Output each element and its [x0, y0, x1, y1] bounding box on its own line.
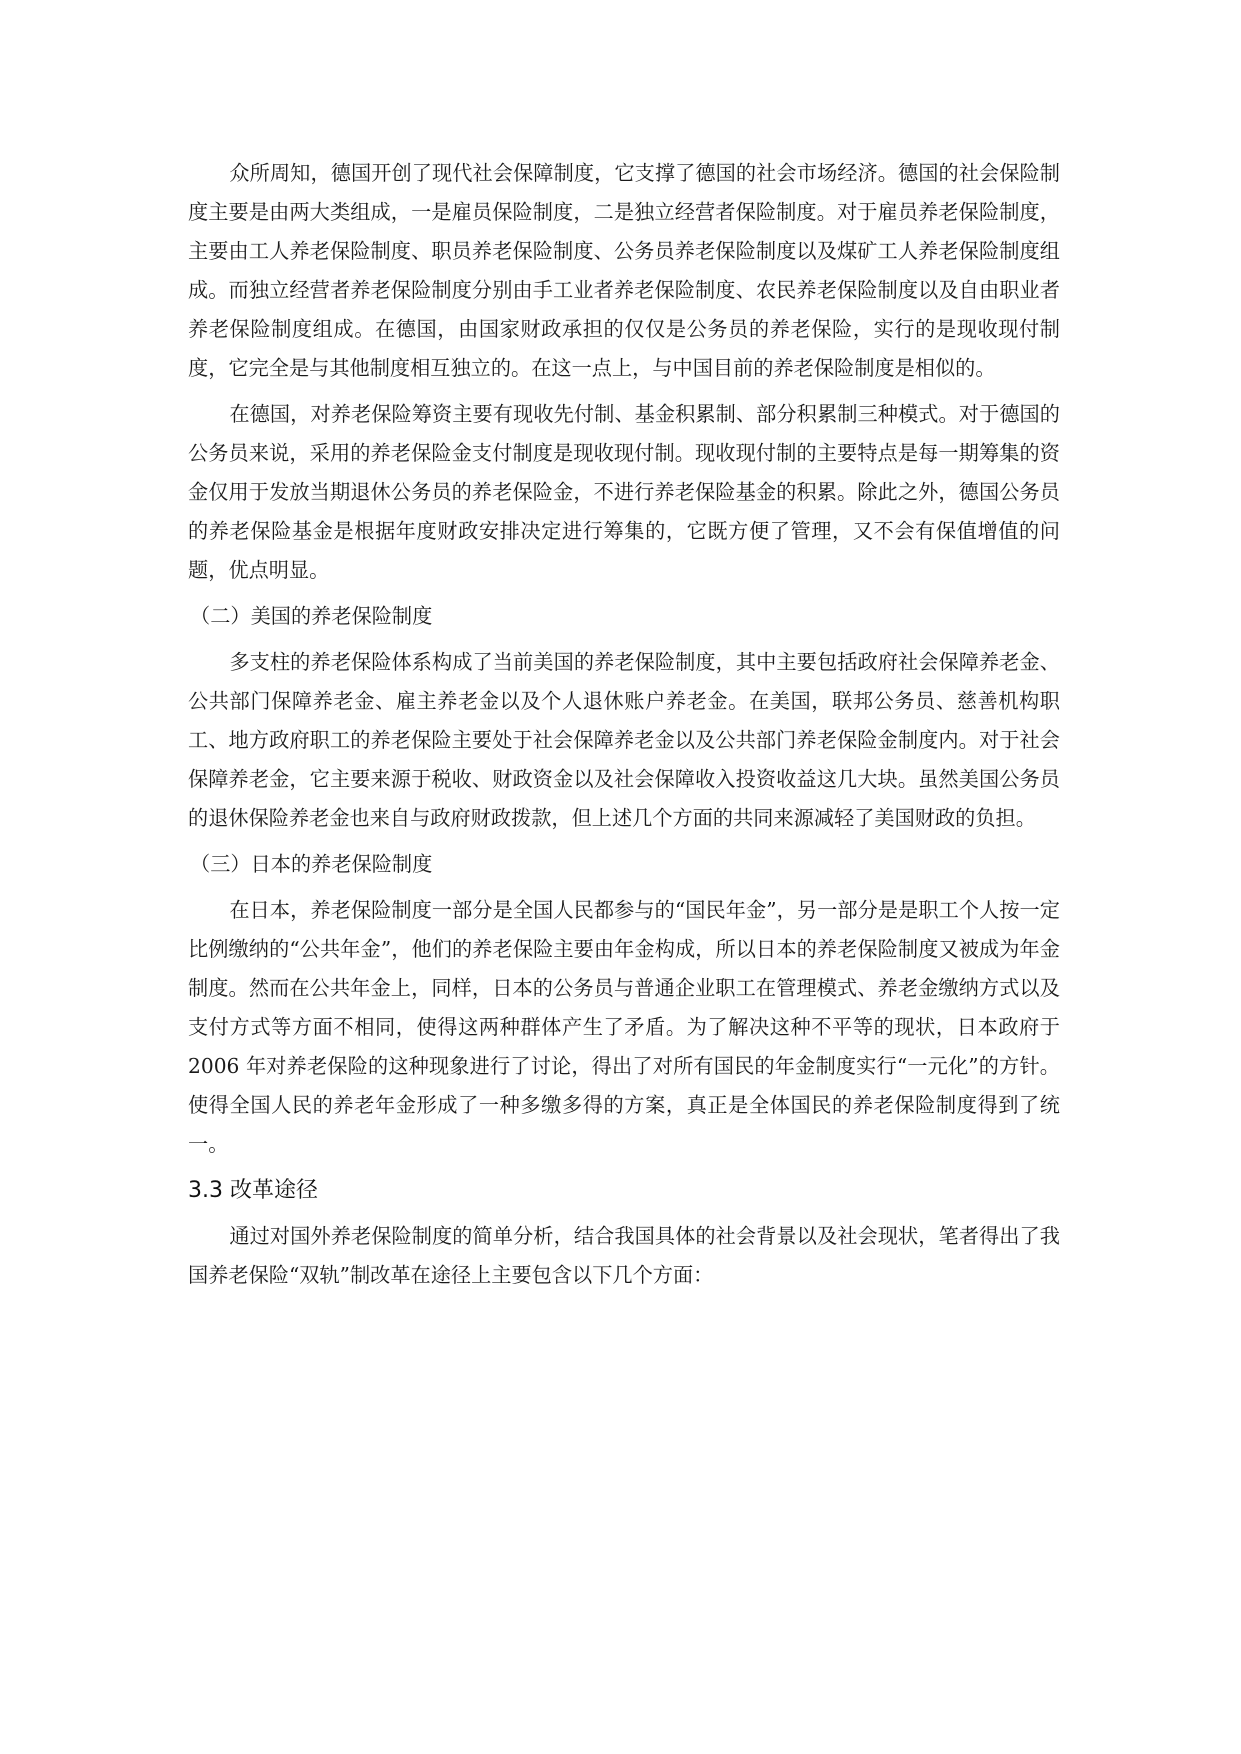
subheading-japan: （三）日本的养老保险制度	[190, 852, 433, 876]
paragraph-usa-system: 多支柱的养老保险体系构成了当前美国的养老保险制度，其中主要包括政府社会保障养老金、公共部门保障养老金、雇主养老金以及个人退休账户养老金。在美国，联邦公务员、慈善机构职工、地方政府职工的养老保险主要处于社会保障养老金以及公共部门养老保险金制度内。对于社会保障养老金，它主要来源于税收、财政资金以及社会保障收入投资收益这几大块。虽然美国公务员的退休保险养老金也来自与政府财政拨款，但上述几个方面的共同来源减轻了美国财政的负担。	[188, 650, 1060, 830]
subheading-usa: （二）美国的养老保险制度	[190, 604, 433, 628]
paragraph-germany-funding: 在德国，对养老保险筹资主要有现收先付制、基金积累制、部分积累制三种模式。对于德国的公务员来说，采用的养老保险金支付制度是现收现付制。现收现付制的主要特点是每一期筹集的资金仅用于发放当期退休公务员的养老保险金，不进行养老保险基金的积累。除此之外，德国公务员的养老保险基金是根据年度财政安排决定进行筹集的，它既方便了管理，又不会有保值增值的问题，优点明显。	[188, 402, 1060, 582]
section-heading-reform-path: 3.3 改革途径	[188, 1178, 318, 1203]
paragraph-germany-system: 众所周知，德国开创了现代社会保障制度，它支撑了德国的社会市场经济。德国的社会保险制度主要是由两大类组成，一是雇员保险制度，二是独立经营者保险制度。对于雇员养老保险制度，主要由工人养老保险制度、职员养老保险制度、公务员养老保险制度以及煤矿工人养老保险制度组成。而独立经营者养老保险制度分别由手工业者养老保险制度、农民养老保险制度以及自由职业者养老保险制度组成。在德国，由国家财政承担的仅仅是公务员的养老保险，实行的是现收现付制度，它完全是与其他制度相互独立的。在这一点上，与中国目前的养老保险制度是相似的。	[188, 161, 1060, 380]
document-page	[188, 154, 1060, 1302]
paragraph-reform-intro: 通过对国外养老保险制度的简单分析，结合我国具体的社会背景以及社会现状，笔者得出了我国养老保险“双轨”制改革在途径上主要包含以下几个方面：	[188, 1224, 1060, 1287]
paragraph-japan-system: 在日本，养老保险制度一部分是全国人民都参与的“国民年金”，另一部分是是职工个人按一定比例缴纳的“公共年金”，他们的养老保险主要由年金构成，所以日本的养老保险制度又被成为年金制度。然而在公共年金上，同样，日本的公务员与普通企业职工在管理模式、养老金缴纳方式以及支付方式等方面不相同，使得这两种群体产生了矛盾。为了解决这种不平等的现状，日本政府于 2006 年对养老保险的这种现象进行了讨论，得出了对所有国民的年金制度实行“一元化”的方针。使得全国人民的养老年金形成了一种多缴多得的方案，真正是全体国民的养老保险制度得到了统一。	[188, 898, 1060, 1156]
